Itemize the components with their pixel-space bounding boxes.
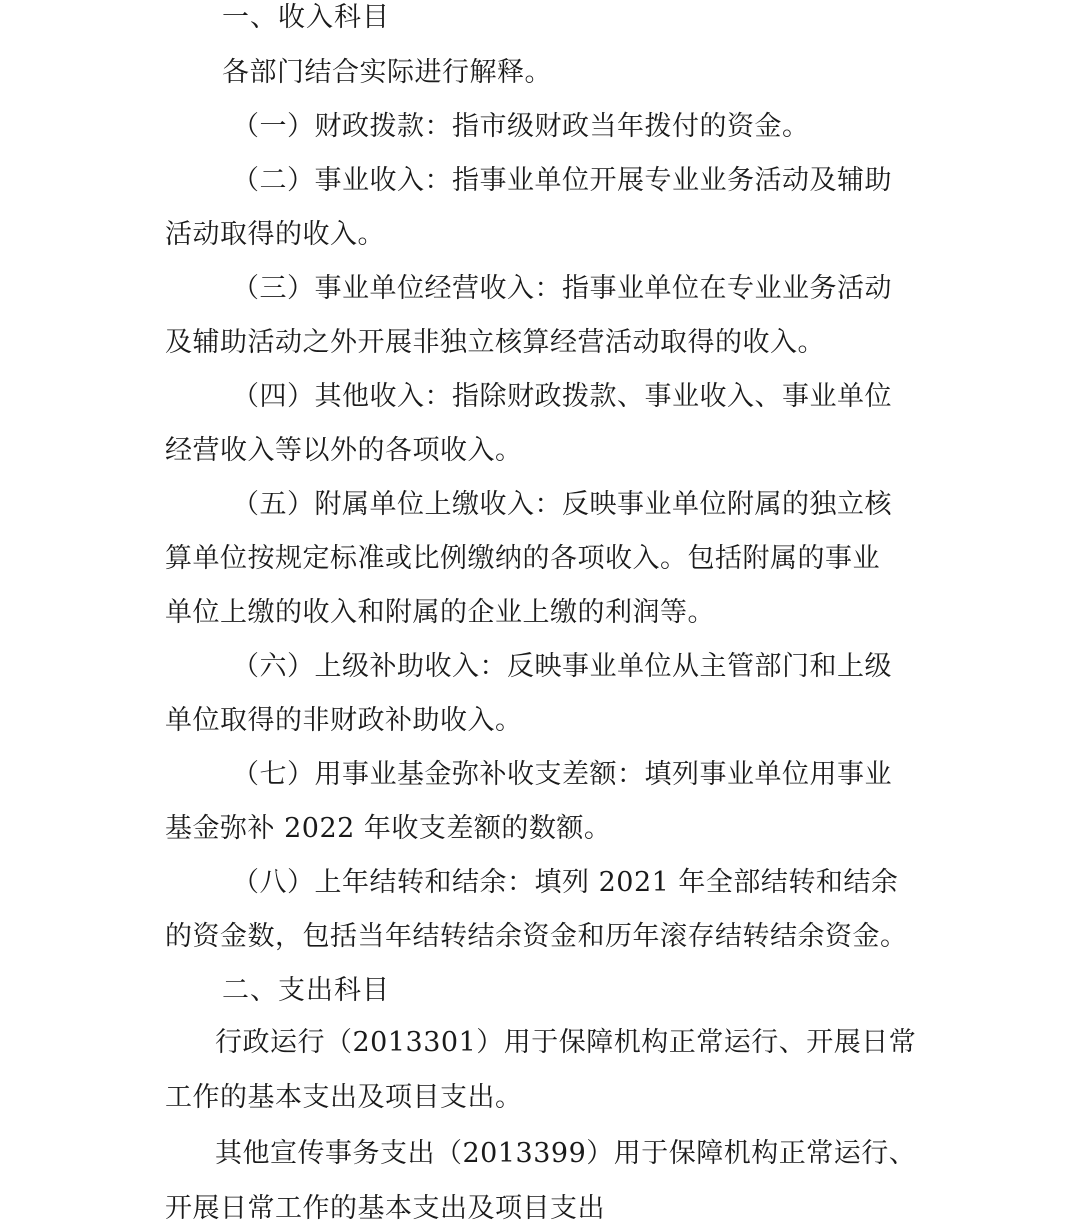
income-item-7-line-1: （七）用事业基金弥补收支差额：填列事业单位用事业	[232, 759, 892, 790]
income-item-4-line-1: （四）其他收入：指除财政拨款、事业收入、事业单位	[232, 381, 892, 412]
income-item-8-line-1: （八）上年结转和结余：填列 2021 年全部结转和结余	[232, 867, 899, 898]
income-item-5-line-3: 单位上缴的收入和附属的企业上缴的利润等。	[165, 597, 715, 628]
income-item-6-line-2: 单位取得的非财政补助收入。	[165, 705, 523, 736]
income-item-6-line-1: （六）上级补助收入：反映事业单位从主管部门和上级	[232, 651, 892, 682]
income-item-5-line-2: 算单位按规定标准或比例缴纳的各项收入。包括附属的事业	[165, 543, 880, 574]
income-item-7-line-2: 基金弥补 2022 年收支差额的数额。	[165, 813, 612, 844]
income-item-8-line-2: 的资金数，包括当年结转结余资金和历年滚存结转结余资金。	[165, 921, 908, 952]
section-heading-income: 一、收入科目	[222, 2, 390, 33]
income-intro: 各部门结合实际进行解释。	[222, 57, 552, 88]
expenditure-item-1-line-2: 工作的基本支出及项目支出。	[165, 1082, 523, 1113]
income-item-5-line-1: （五）附属单位上缴收入：反映事业单位附属的独立核	[232, 489, 892, 520]
income-item-2-line-2: 活动取得的收入。	[165, 219, 385, 250]
income-item-4-line-2: 经营收入等以外的各项收入。	[165, 435, 523, 466]
expenditure-item-1-line-1: 行政运行（2013301）用于保障机构正常运行、开展日常	[215, 1027, 917, 1058]
expenditure-item-2-line-2: 开展日常工作的基本支出及项目支出	[165, 1193, 605, 1224]
income-item-2-line-1: （二）事业收入：指事业单位开展专业业务活动及辅助	[232, 165, 892, 196]
income-item-3-line-2: 及辅助活动之外开展非独立核算经营活动取得的收入。	[165, 327, 825, 358]
income-item-3-line-1: （三）事业单位经营收入：指事业单位在专业业务活动	[232, 273, 892, 304]
income-item-1-line-1: （一）财政拨款：指市级财政当年拨付的资金。	[232, 111, 810, 142]
expenditure-item-2-line-1: 其他宣传事务支出（2013399）用于保障机构正常运行、	[215, 1138, 917, 1169]
section-heading-expenditure: 二、支出科目	[222, 975, 390, 1006]
